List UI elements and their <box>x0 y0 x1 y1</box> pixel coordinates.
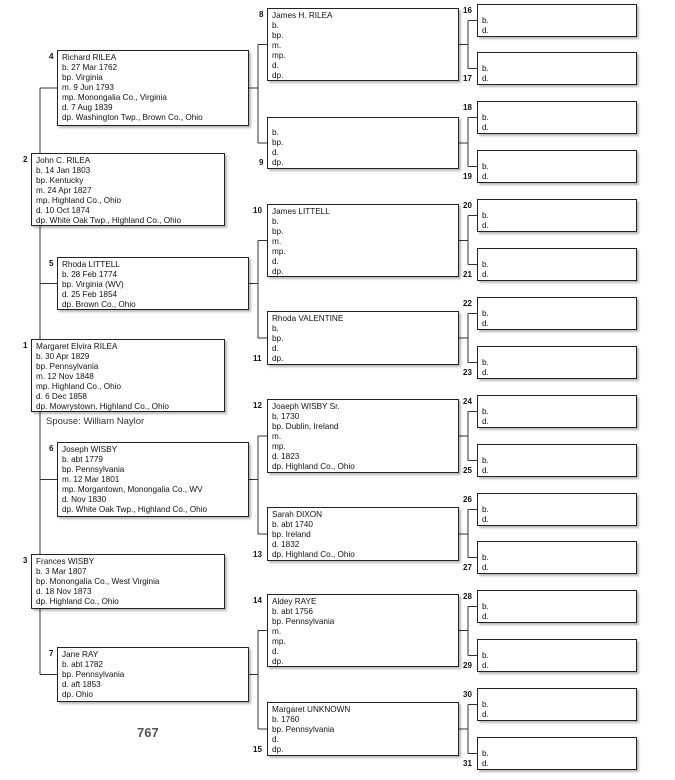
person-fact: dp. <box>272 354 284 363</box>
person-number: 22 <box>463 299 472 308</box>
person-number: 5 <box>49 259 54 268</box>
person-number: 8 <box>259 10 264 19</box>
person-box-21 <box>477 248 637 281</box>
person-fact: b. 1730 <box>272 412 300 421</box>
person-fact: d. 1823 <box>272 452 300 461</box>
person-fact: b. <box>272 324 279 333</box>
person-number: 10 <box>253 206 262 215</box>
person-box-17 <box>477 52 637 85</box>
person-number: 29 <box>463 661 472 670</box>
person-fact: d. <box>482 612 489 621</box>
person-number: 3 <box>23 556 28 565</box>
person-number: 16 <box>463 6 472 15</box>
person-fact: b. <box>482 309 489 318</box>
person-box-26 <box>477 493 637 526</box>
person-fact: d. <box>482 563 489 572</box>
person-box-15 <box>267 702 459 756</box>
person-fact: dp. Highland Co., Ohio <box>272 462 355 471</box>
person-box-13 <box>267 507 459 561</box>
person-name: James H. RILEA <box>272 11 333 20</box>
person-name: Margaret Elvira RILEA <box>36 342 118 351</box>
person-box-14 <box>267 594 459 667</box>
person-box-7 <box>57 647 249 702</box>
person-fact: bp. Pennsylvania <box>62 465 125 474</box>
person-fact: d. aft 1853 <box>62 680 101 689</box>
person-number: 15 <box>253 745 262 754</box>
person-fact: d. <box>482 515 489 524</box>
person-fact: d. <box>482 221 489 230</box>
person-fact: d. <box>482 417 489 426</box>
person-fact: dp. White Oak Twp., Highland Co., Ohio <box>36 216 182 225</box>
person-fact: d. <box>272 257 279 266</box>
person-box-8 <box>267 8 459 81</box>
person-fact: d. <box>482 368 489 377</box>
person-name: John C. RILEA <box>36 156 91 165</box>
person-number: 12 <box>253 401 262 410</box>
person-fact: d. <box>482 466 489 475</box>
person-fact: bp. <box>272 227 284 236</box>
person-name: Aldey RAYE <box>272 597 317 606</box>
person-fact: mp. Morgantown, Monongalia Co., WV <box>62 485 203 494</box>
spouse-note: Spouse: William Naylor <box>46 416 145 427</box>
person-number: 2 <box>23 155 28 164</box>
person-fact: b. <box>482 64 489 73</box>
person-fact: dp. Highland Co., Ohio <box>36 597 119 606</box>
person-box-30 <box>477 688 637 721</box>
person-box-6 <box>57 442 249 517</box>
person-fact: d. <box>482 26 489 35</box>
person-name: Richard RILEA <box>62 53 117 62</box>
person-fact: d. 1832 <box>272 540 300 549</box>
person-fact: mp. <box>272 637 286 646</box>
person-fact: dp. <box>272 657 284 666</box>
person-fact: b. <box>482 700 489 709</box>
person-box-16 <box>477 4 637 37</box>
person-fact: m. 12 Mar 1801 <box>62 475 120 484</box>
person-fact: d. <box>272 735 279 744</box>
person-fact: b. <box>482 749 489 758</box>
person-fact: dp. Highland Co., Ohio <box>272 550 355 559</box>
person-number: 4 <box>49 52 54 61</box>
person-fact: b. 3 Mar 1807 <box>36 567 87 576</box>
person-number: 20 <box>463 201 472 210</box>
person-fact: d. 7 Aug 1839 <box>62 103 113 112</box>
person-fact: mp. <box>272 247 286 256</box>
person-fact: b. <box>482 113 489 122</box>
person-fact: d. <box>272 344 279 353</box>
person-fact: mp. <box>272 442 286 451</box>
person-number: 9 <box>259 158 264 167</box>
person-name: Sarah DIXON <box>272 510 323 519</box>
person-box-5 <box>57 257 249 310</box>
person-fact: d. <box>272 647 279 656</box>
person-fact: d. <box>272 61 279 70</box>
person-box-2 <box>31 153 225 226</box>
person-fact: bp. Dublin, Ireland <box>272 422 339 431</box>
person-fact: mp. Monongalia Co., Virginia <box>62 93 167 102</box>
person-box-11 <box>267 311 459 365</box>
person-fact: dp. <box>272 158 284 167</box>
person-fact: b. <box>482 651 489 660</box>
person-name: James LITTELL <box>272 207 330 216</box>
person-fact: bp. Pennsylvania <box>62 670 125 679</box>
person-box-25 <box>477 444 637 477</box>
person-name: Rhoda LITTELL <box>62 260 120 269</box>
person-fact: b. <box>482 602 489 611</box>
person-fact: dp. Brown Co., Ohio <box>62 300 136 309</box>
person-name: Margaret UNKNOWN <box>272 705 351 714</box>
person-name: Rhoda VALENTINE <box>272 314 344 323</box>
person-fact: mp. Highland Co., Ohio <box>36 196 122 205</box>
person-box-28 <box>477 590 637 623</box>
page-number: 767 <box>137 725 159 740</box>
person-fact: d. <box>272 148 279 157</box>
person-fact: dp. <box>272 745 284 754</box>
person-box-19 <box>477 150 637 183</box>
person-fact: m. 9 Jun 1793 <box>62 83 114 92</box>
person-number: 27 <box>463 563 472 572</box>
person-fact: b. <box>272 217 279 226</box>
person-box-20 <box>477 199 637 232</box>
person-fact: b. 30 Apr 1829 <box>36 352 90 361</box>
person-fact: m. <box>272 237 282 246</box>
person-number: 11 <box>253 354 262 363</box>
person-fact: b. <box>272 128 279 137</box>
person-fact: d. <box>482 759 489 768</box>
person-fact: b. <box>482 16 489 25</box>
person-fact: d. 6 Dec 1858 <box>36 392 87 401</box>
person-fact: d. <box>482 661 489 670</box>
person-box-23 <box>477 346 637 379</box>
person-fact: m. <box>272 432 282 441</box>
person-fact: d. 25 Feb 1854 <box>62 290 118 299</box>
person-number: 7 <box>49 649 54 658</box>
person-fact: b. 28 Feb 1774 <box>62 270 118 279</box>
person-fact: b. <box>482 211 489 220</box>
person-number: 31 <box>463 759 472 768</box>
person-box-18 <box>477 101 637 134</box>
person-number: 28 <box>463 592 472 601</box>
person-number: 17 <box>463 74 472 83</box>
person-box-31 <box>477 737 637 770</box>
person-fact: bp. Pennsylvania <box>272 617 335 626</box>
person-fact: b. <box>482 456 489 465</box>
person-fact: d. 10 Oct 1874 <box>36 206 90 215</box>
person-number: 23 <box>463 368 472 377</box>
person-fact: d. <box>482 172 489 181</box>
person-box-3 <box>31 554 225 609</box>
person-box-22 <box>477 297 637 330</box>
person-fact: m. <box>272 627 282 636</box>
person-number: 14 <box>253 596 262 605</box>
person-fact: bp. Ireland <box>272 530 311 539</box>
person-fact: b. 14 Jan 1803 <box>36 166 91 175</box>
person-fact: b. <box>272 21 279 30</box>
person-fact: d. 18 Nov 1873 <box>36 587 92 596</box>
person-fact: b. <box>482 505 489 514</box>
person-fact: dp. White Oak Twp., Highland Co., Ohio <box>62 505 208 514</box>
person-box-27 <box>477 541 637 574</box>
person-number: 26 <box>463 495 472 504</box>
person-name: Jane RAY <box>62 650 99 659</box>
person-number: 30 <box>463 690 472 699</box>
person-fact: m. 24 Apr 1827 <box>36 186 92 195</box>
person-fact: bp. <box>272 334 284 343</box>
person-fact: b. 1760 <box>272 715 300 724</box>
person-box-4 <box>57 50 249 126</box>
person-fact: b. <box>482 407 489 416</box>
person-fact: mp. Highland Co., Ohio <box>36 382 122 391</box>
person-fact: dp. Mowrystown, Highland Co., Ohio <box>36 402 169 411</box>
person-fact: bp. Kentucky <box>36 176 84 185</box>
person-fact: b. <box>482 260 489 269</box>
person-fact: bp. Pennsylvania <box>36 362 99 371</box>
person-name: Joseph WISBY <box>62 445 118 454</box>
person-fact: bp. <box>272 138 284 147</box>
person-fact: dp. Washington Twp., Brown Co., Ohio <box>62 113 203 122</box>
person-fact: dp. <box>272 71 284 80</box>
person-number: 21 <box>463 270 472 279</box>
person-fact: b. <box>482 162 489 171</box>
person-fact: bp. Monongalia Co., West Virginia <box>36 577 160 586</box>
person-number: 19 <box>463 172 472 181</box>
person-fact: d. <box>482 123 489 132</box>
person-box-12 <box>267 399 459 473</box>
person-fact: b. abt 1782 <box>62 660 103 669</box>
person-box-10 <box>267 204 459 277</box>
person-number: 6 <box>49 444 54 453</box>
person-fact: bp. Pennsylvania <box>272 725 335 734</box>
person-fact: b. abt 1779 <box>62 455 103 464</box>
person-number: 18 <box>463 103 472 112</box>
person-number: 24 <box>463 397 472 406</box>
person-box-24 <box>477 395 637 428</box>
person-fact: m. 12 Nov 1848 <box>36 372 94 381</box>
person-fact: b. <box>482 358 489 367</box>
person-fact: bp. Virginia (WV) <box>62 280 124 289</box>
person-fact: d. Nov 1830 <box>62 495 107 504</box>
person-fact: d. <box>482 319 489 328</box>
person-number: 13 <box>253 550 262 559</box>
person-fact: m. <box>272 41 282 50</box>
person-box-29 <box>477 639 637 672</box>
person-fact: b. abt 1756 <box>272 607 313 616</box>
person-fact: bp. Virginia <box>62 73 103 82</box>
person-fact: dp. <box>272 267 284 276</box>
person-fact: b. abt 1740 <box>272 520 313 529</box>
person-fact: d. <box>482 74 489 83</box>
person-number: 25 <box>463 466 472 475</box>
person-fact: dp. Ohio <box>62 690 93 699</box>
person-box-9 <box>267 117 459 169</box>
person-fact: mp. <box>272 51 286 60</box>
person-box-1 <box>31 339 225 412</box>
person-fact: d. <box>482 710 489 719</box>
person-name: Joaeph WISBY Sr. <box>272 402 340 411</box>
person-fact: b. 27 Mar 1762 <box>62 63 118 72</box>
person-fact: d. <box>482 270 489 279</box>
person-fact: b. <box>482 553 489 562</box>
person-fact: bp. <box>272 31 284 40</box>
person-name: Frances WISBY <box>36 557 95 566</box>
person-number: 1 <box>23 341 28 350</box>
